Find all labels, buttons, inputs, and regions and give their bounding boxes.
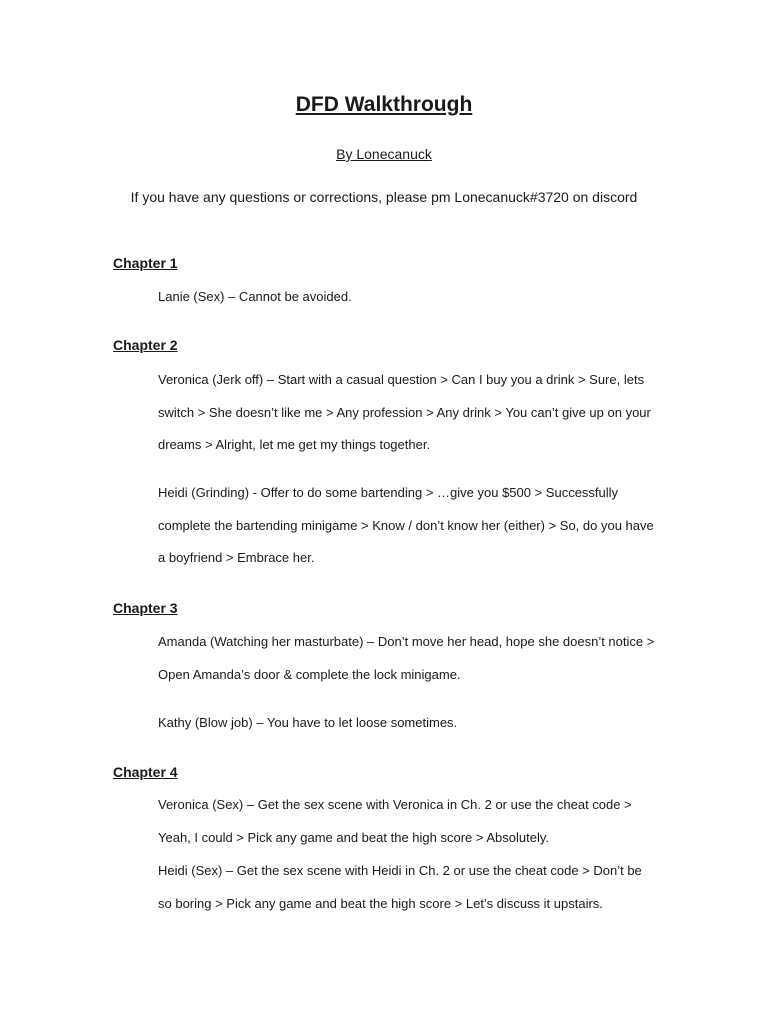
chapter-2-entry-veronica: Veronica (Jerk off) – Start with a casual question > Can I buy you a drink > Sure, lets switch > She doesn’t like me > Any profession > Any drink > You can’t give up on your dreams > Alright, let me get my things together. [158, 372, 651, 453]
chapter-2-entry-heidi: Heidi (Grinding) - Offer to do some bartending > …give you $500 > Successfully complete the bartending minigame > Know / don’t know her (either) > So, do you have a boyfriend > Embrace her. [158, 485, 654, 566]
chapter-4-entry-heidi: Heidi (Sex) – Get the sex scene with Heidi in Ch. 2 or use the cheat code > Don’t be so boring > Pick any game and beat the high score > Let’s discuss it upstairs. [158, 863, 642, 911]
chapter-4-entry-veronica: Veronica (Sex) – Get the sex scene with Veronica in Ch. 2 or use the cheat code > Yeah, I could > Pick any game and beat the high score > Absolutely. [158, 797, 632, 845]
chapter-3-entry-amanda: Amanda (Watching her masturbate) – Don’t move her head, hope she doesn’t notice > Open Amanda’s door & complete the lock minigame. [158, 634, 655, 682]
intro-text: If you have any questions or corrections, please pm Lonecanuck#3720 on discord [130, 189, 638, 205]
chapter-4-heading: Chapter 4 [113, 764, 178, 780]
document-title: DFD Walkthrough [295, 93, 473, 116]
chapter-3-entry-kathy: Kathy (Blow job) – You have to let loose sometimes. [158, 715, 458, 730]
chapter-3-heading: Chapter 3 [113, 600, 178, 616]
chapter-1-entry-lanie: Lanie (Sex) – Cannot be avoided. [158, 289, 352, 304]
chapter-2-heading: Chapter 2 [113, 337, 178, 353]
document-author: By Lonecanuck [336, 146, 432, 162]
chapter-1-heading: Chapter 1 [113, 255, 178, 271]
